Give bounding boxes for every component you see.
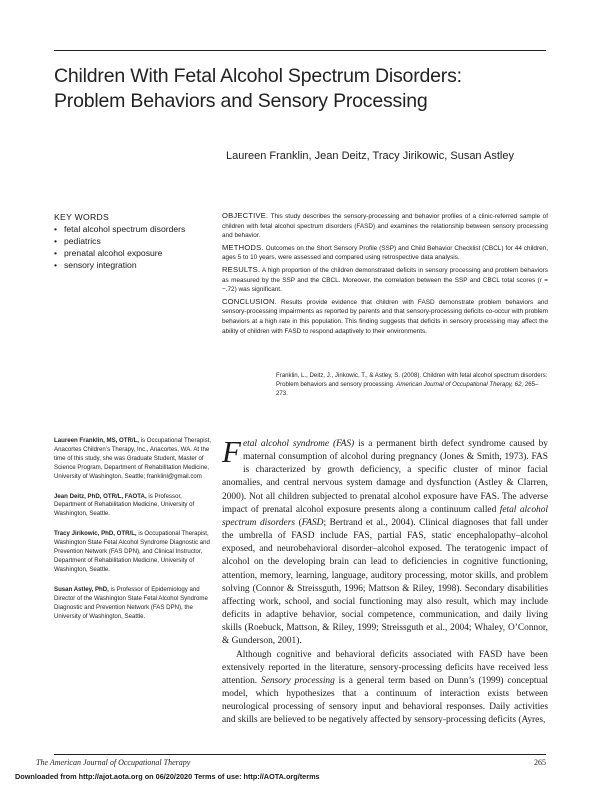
body-text-run: ; Bertrand et al., 2004). Clinical diagnoses that fall under the umbrella of FASD include FAS, partial FAS, static encephalopathy–alcohol exposed, and neurobehavioral disorder–alcohol exposed. The teratogenic impact of alcohol on the developing brain can lead to deficiencies in cognitive functioning, attention, memory, learning, language, auditory processing, motor skills, and problem solving (Connor & Streissguth, 1996; Mattson & Riley, 1998). Secondary disabilities affecting work, school, and social functioning may also result, which may include deficits in adaptive behavior, social competence, communication, and daily living skills (Roebuck, Mattson, & Riley, 1999; Streissguth et al., 2004; Whaley, O’Connor, & Gunderson, 2001). [222,517,549,647]
body-text-run: is a permanent birth defect syndrome caused by maternal consumption of alcohol during pregnancy (Jones & Smith, 1973). FAS is characterized by growth deficiency, a specific cluster of minor facial anomalies, and central nervous system damage and dysfunction (Astley & Clarren, 2000). Not all children subjected to prenatal alcohol exposure have FAS. The adverse impact of prenatal alcohol exposure presents along a continuum called [222,439,548,515]
download-notice: Downloaded from http://ajot.aota.org on 06/20/2020 Terms of use: http://AOTA.org/terms [15,772,320,781]
affiliation-name: Laureen Franklin, MS, OTR/L, [54,437,139,444]
citation-pages: 265–273. [276,381,539,397]
body-italic: Sensory processing [261,675,335,686]
body-italic: etal alcohol syndrome (FAS) [242,439,355,449]
affiliation-desc: is Professor of Epidemiology and Director of the Washington State Fetal Alcohol Syndrome Diagnostic and Prevention Network (FAS DPN), the University of Washington, Seattle. [54,585,208,620]
body-paragraph-2 [222,649,548,728]
author-list: Laureen Franklin, Jean Deitz, Tracy Jirikowic, Susan Astley [226,150,514,162]
article-title [54,64,534,114]
affiliation-desc: is Professor, Department of Rehabilitation Medicine, University of Washington, Seattle. [54,492,195,518]
objective-text: This study describes the sensory-processing and behavior profiles of a clinic-referred sample of children with fetal alcohol spectrum disorders (FASD) and examines the relationship between sensory processing and behavior. [222,213,548,240]
body-italic: FASD [301,517,324,528]
affiliation-name: Susan Astley, PhD, [54,585,109,593]
title-line-2: Problem Behaviors and Sensory Processing [54,90,428,112]
body-text-run: is a general term based on Dunn’s (1999) conceptual model, which hypothesizes that a continuum of interaction exists between neurological processing of sensory input and behavioral responses. Daily activities and skills are believed to be negatively affected by sensory-processing deficits (Ayres, [222,675,548,726]
body-text-run: Although cognitive and behavioral deficits associated with FASD have been extensively reported in the literature, sensory-processing deficits have received less attention. [222,649,548,686]
affiliation-item [54,530,212,575]
results-label: RESULTS. [222,264,261,274]
keyword-item: • sensory integration [54,259,214,271]
affiliation-name: Tracy Jirikowic, PhD, OTR/L, [54,530,137,538]
body-paragraph-1 [222,434,549,649]
abstract-results [222,265,548,295]
affiliation-name: Jean Deitz, PhD, OTR/L, FAOTA, [54,492,147,500]
drop-cap: F [222,434,241,469]
author-affiliations [54,437,212,632]
body-text-run: ( [295,517,302,528]
abstract-conclusion [222,297,548,336]
abstract-methods [222,243,548,263]
conclusion-label: CONCLUSION. [222,296,277,306]
conclusion-text: Results provide evidence that children with FASD demonstrate problem behaviors and sensory-processing impairments as reported by parents and that sensory-processing deficits co-occur with problem behaviors at a high rate in this population. This finding suggests that deficits in sensory processing may affect the ability of children with FASD to respond adaptively to their environments. [222,298,548,335]
affiliation-desc: is Occupational Therapist, Anacortes Children’s Therapy, Inc., Anacortes, WA. At the time of this study, she was Graduate Student, Master of Science Program, Department of Rehabilitation Medicine, University of Washington, Seattle; franklinl@gmail.com [54,437,212,480]
keywords-heading: KEY WORDS [54,212,110,222]
body-text [222,434,549,727]
citation [276,371,548,398]
abstract [222,211,548,338]
affiliation-item [54,437,212,482]
citation-journal: American Journal of Occupational Therapy, 62, [396,381,524,388]
footer-rule [54,754,546,755]
top-rule [54,50,546,51]
keywords-box [54,211,214,271]
title-line-1: Children With Fetal Alcohol Spectrum Disorders: [54,65,462,87]
affiliation-item [54,493,212,520]
results-text: A high proportion of the children demonstrated deficits in sensory processing and problem behaviors as measured by the SSP and the CBCL. Moreover, the correlation between the SSP and CBCL total scores (r = −.72) was significant. [222,266,548,294]
methods-label: METHODS. [222,242,264,252]
citation-text: Franklin, L., Deitz, J., Jirikowic, T., & Astley, S. (2008). Children with fetal alcohol spectrum disorders: Problem behaviors and sensory processing. [276,372,548,388]
objective-label: OBJECTIVE. [222,211,269,220]
body-italic: fetal alcohol spectrum disorders [222,504,548,528]
affiliation-desc: is Occupational Therapist, Washington State Fetal Alcohol Syndrome Diagnostic and Prevention Network (FAS DPN), and Clinical Instructor, Department of Rehabilitation Medicine, University of Washington, Seattle. [54,530,210,573]
abstract-objective [222,211,548,241]
affiliation-item [54,586,212,622]
page-number: 265 [534,758,546,767]
footer-journal-name: The American Journal of Occupational Therapy [36,758,191,767]
keyword-item: • pediatrics [54,235,214,247]
keyword-item: • fetal alcohol spectrum disorders [54,223,214,235]
methods-text: Outcomes on the Short Sensory Profile (SSP) and Child Behavior Checklist (CBCL) for 44 children, ages 5 to 10 years, were assessed and compared using retrospective data analysis. [222,244,548,262]
keywords-list [54,223,214,271]
keyword-item: • prenatal alcohol exposure [54,247,214,259]
